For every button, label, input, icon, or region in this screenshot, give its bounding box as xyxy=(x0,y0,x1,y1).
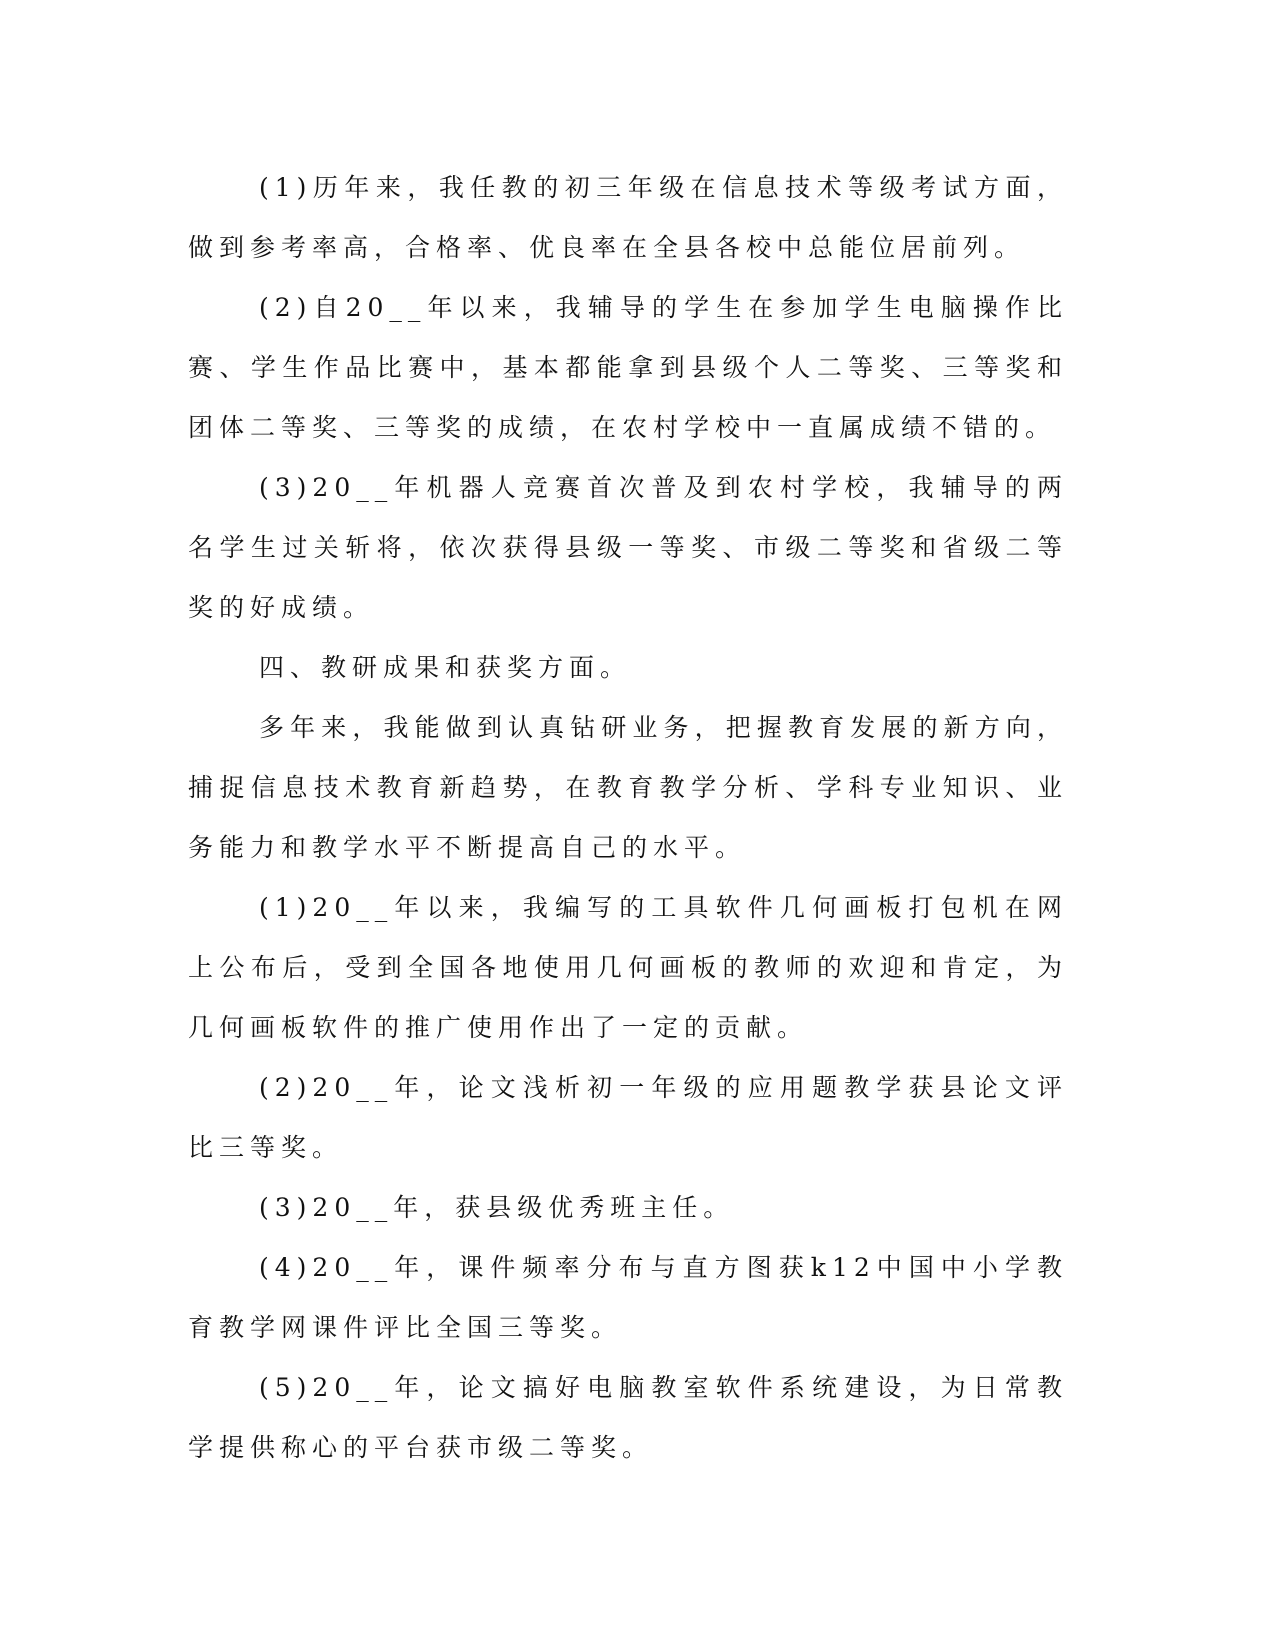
paragraph-10: (5)20__年，论文搞好电脑教室软件系统建设，为日常教学提供称心的平台获市级二等奖。 xyxy=(188,1373,1068,1462)
paragraph-6: (1)20__年以来，我编写的工具软件几何画板打包机在网上公布后，受到全国各地使用几何画板的教师的欢迎和肯定，为几何画板软件的推广使用作出了一定的贡献。 xyxy=(188,893,1068,1042)
paragraph-9: (4)20__年，课件频率分布与直方图获k12中国中小学教育教学网课件评比全国三等奖。 xyxy=(188,1253,1068,1342)
paragraph-3: (3)20__年机器人竞赛首次普及到农村学校，我辅导的两名学生过关斩将，依次获得县级一等奖、市级二等奖和省级二等奖的好成绩。 xyxy=(188,473,1068,622)
paragraph-2: (2)自20__年以来，我辅导的学生在参加学生电脑操作比赛、学生作品比赛中，基本都能拿到县级个人二等奖、三等奖和团体二等奖、三等奖的成绩，在农村学校中一直属成绩不错的。 xyxy=(188,293,1068,442)
paragraph-5: 多年来，我能做到认真钻研业务，把握教育发展的新方向，捕捉信息技术教育新趋势，在教育教学分析、学科专业知识、业务能力和教学水平不断提高自己的水平。 xyxy=(188,713,1068,862)
section-heading: 四、教研成果和获奖方面。 xyxy=(259,653,632,682)
paragraph-1: (1)历年来，我任教的初三年级在信息技术等级考试方面，做到参考率高，合格率、优良率在全县各校中总能位居前列。 xyxy=(188,173,1068,262)
paragraph-8: (3)20__年，获县级优秀班主任。 xyxy=(259,1193,735,1222)
paragraph-7: (2)20__年，论文浅析初一年级的应用题教学获县论文评比三等奖。 xyxy=(188,1073,1068,1162)
document-body xyxy=(188,158,1068,1478)
